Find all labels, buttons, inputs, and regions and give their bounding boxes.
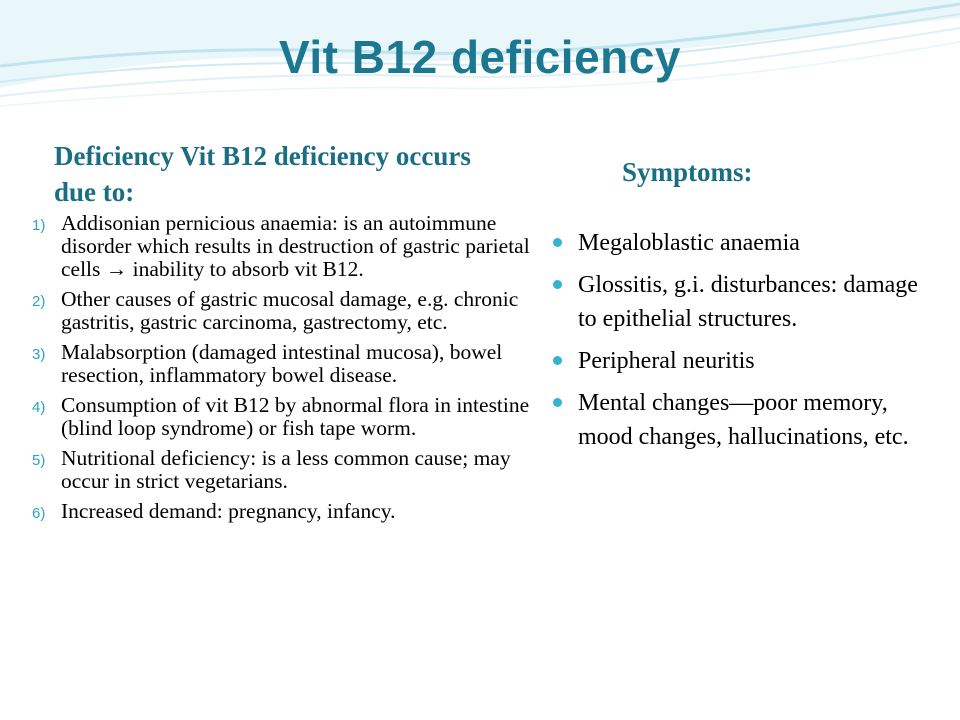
cause-number: 3) [32,346,46,363]
cause-number: 4) [32,399,46,416]
slide-title: Vit B12 deficiency [279,31,681,83]
cause-text: Malabsorption (damaged intestinal mucosa), bowel resection, inflammatory bowel disease. [61,340,503,387]
symptom-text: Peripheral neuritis [578,348,755,374]
symptom-text: Glossitis, g.i. disturbances: damage to epithelial structures. [578,272,918,332]
causes-heading: Deficiency Vit B12 deficiency occurs due to: [54,141,471,207]
symptom-text: Megaloblastic anaemia [578,230,800,256]
cause-number: 1) [32,217,46,234]
cause-text: Increased demand: pregnancy, infancy. [61,499,396,523]
symptom-item [578,226,938,260]
cause-number: 2) [32,293,46,310]
cause-text: Other causes of gastric mucosal damage, e.g. chronic gastritis, gastric carcinoma, gastrectomy, etc. [61,287,519,334]
cause-item [0,500,540,523]
bullet-icon [553,356,562,365]
bullet-icon [553,280,562,289]
symptom-item [578,344,938,378]
symptoms-list [0,226,960,462]
symptoms-heading: Symptoms: [622,157,753,187]
cause-text: Consumption of vit B12 by abnormal flora in intestine (blind loop syndrome) or fish tape worm. [61,393,530,440]
bullet-icon [553,398,562,407]
cause-text: Nutritional deficiency: is a less common cause; may occur in strict vegetarians. [61,446,511,493]
symptom-item [578,268,938,336]
cause-number: 5) [32,452,46,469]
symptom-item [578,386,938,454]
cause-number: 6) [32,505,46,522]
symptom-text: Mental changes—poor memory, mood changes, hallucinations, etc. [578,390,909,450]
bullet-icon [553,238,562,247]
cause-text: Addisonian pernicious anaemia: is an autoimmune disorder which results in destruction of gastric parietal cells → inability to absorb vit B12. [61,211,530,281]
